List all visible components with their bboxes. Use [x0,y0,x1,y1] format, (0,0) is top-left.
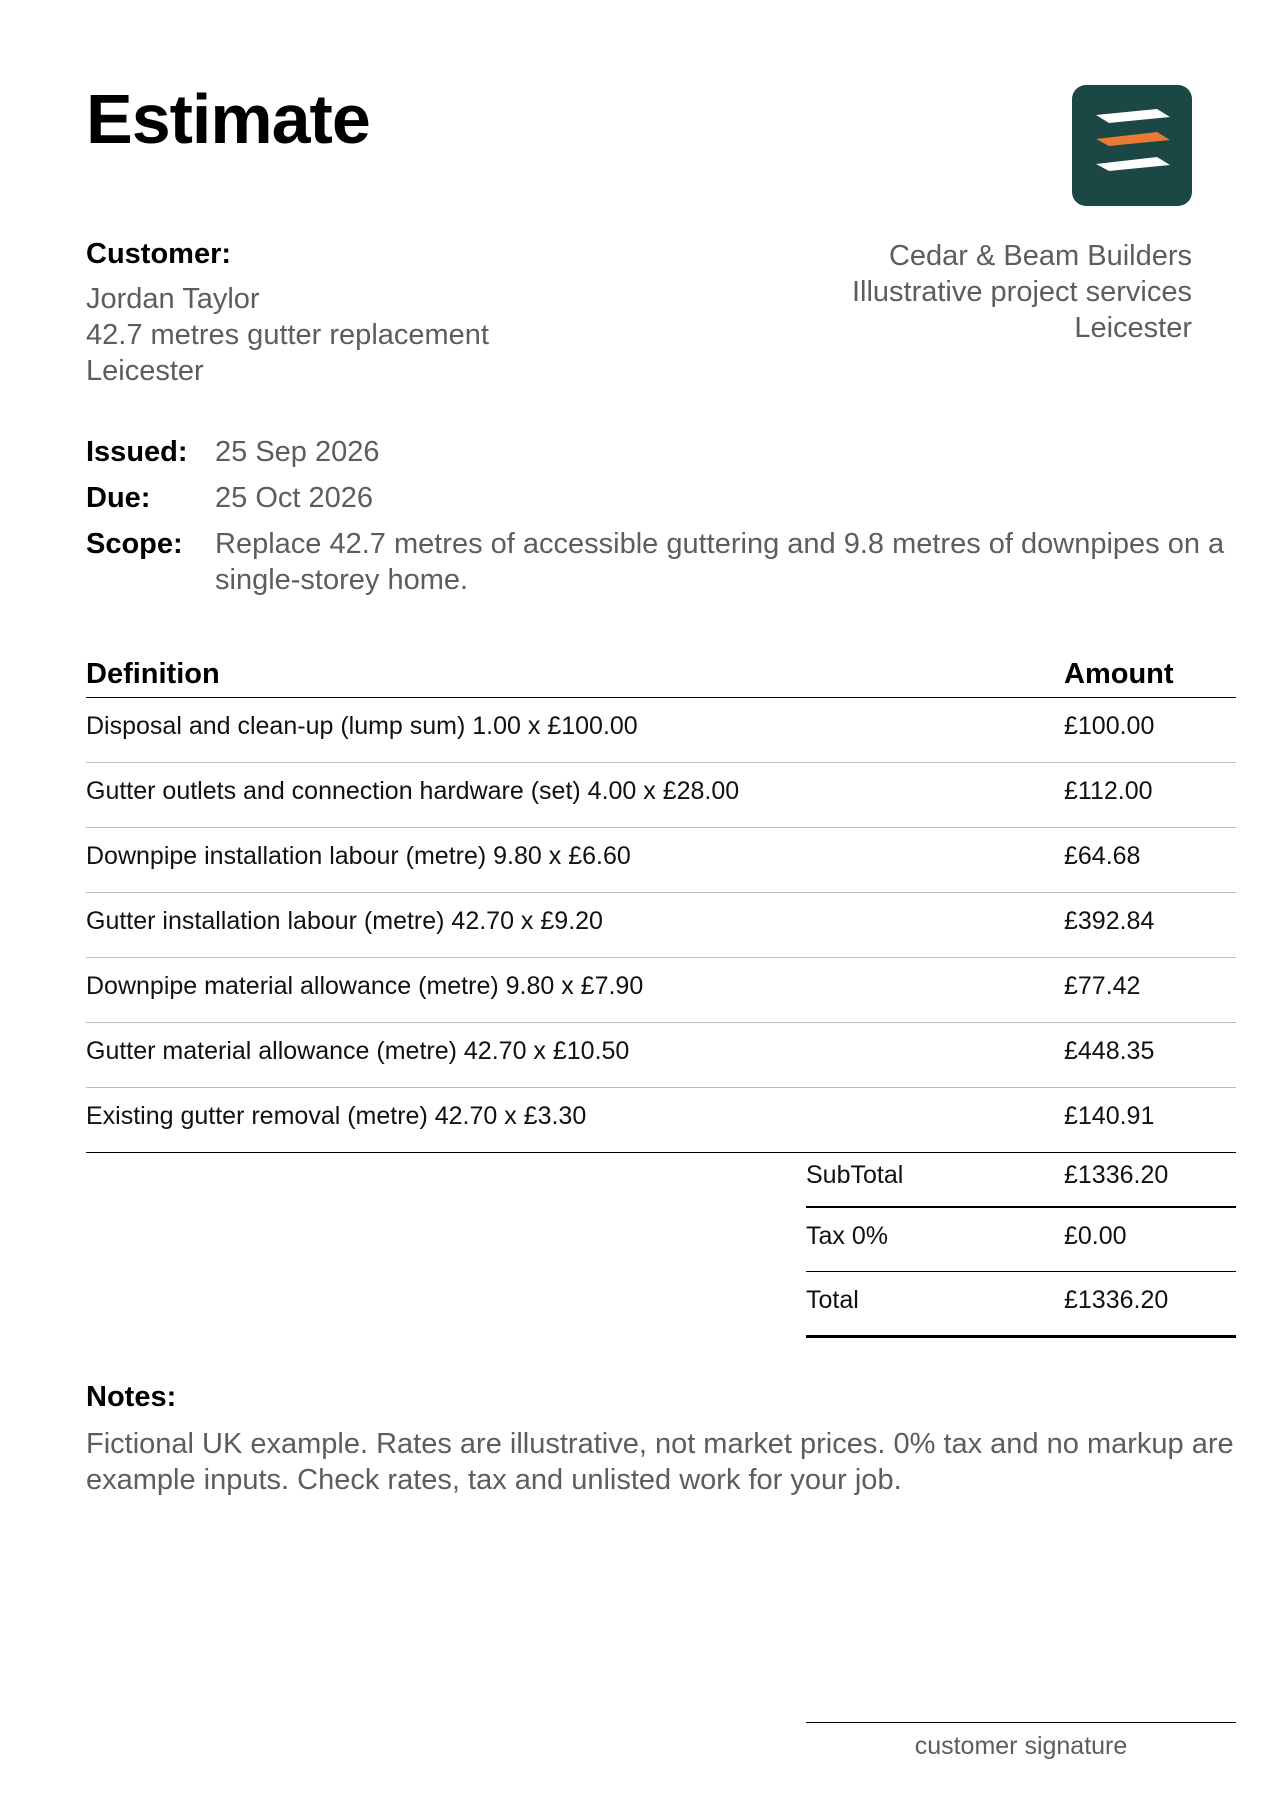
issued-row [86,434,1236,470]
line-item-definition: Gutter installation labour (metre) 42.70 x £9.20 [86,906,603,935]
issued-label: Issued: [86,436,188,468]
subtotal-label: SubTotal [806,1160,904,1189]
customer-city: Leicester [86,355,204,387]
due-date: 25 Oct 2026 [215,482,373,514]
line-item-amount: £112.00 [1064,776,1153,805]
line-items-table [86,655,1236,1153]
tax-value: £0.00 [1064,1222,1127,1250]
total-value: £1336.20 [1064,1286,1169,1314]
line-item-amount: £100.00 [1064,711,1155,740]
table-row [86,828,1236,893]
total-label: Total [806,1286,859,1314]
definition-header: Definition [86,658,220,690]
due-label: Due: [86,482,151,514]
estimate-meta [86,434,1236,608]
company-block [852,238,1192,346]
tax-row [806,1208,1236,1272]
scope-text: Replace 42.7 metres of accessible guttering and 9.8 metres of downpipes on a single-storey home. [215,528,1225,596]
table-row [86,698,1236,763]
company-city: Leicester [1074,312,1192,344]
signature-label: customer signature [914,1732,1128,1760]
line-item-amount: £140.91 [1064,1101,1155,1130]
notes-label: Notes: [86,1381,177,1413]
company-tagline: Illustrative project services [851,276,1192,308]
document-title: Estimate [86,80,370,158]
table-row [86,893,1236,958]
table-row [86,1023,1236,1088]
notes-text: Fictional UK example. Rates are illustrative, not market prices. 0% tax and no markup are example inputs. Check rates, tax and unlisted work for your job. [86,1428,1234,1496]
line-item-definition: Disposal and clean-up (lump sum) 1.00 x £100.00 [86,711,638,740]
customer-label: Customer: [86,238,232,270]
tax-label: Tax 0% [806,1222,888,1250]
line-item-amount: £77.42 [1064,971,1141,1000]
due-row [86,480,1236,516]
table-header [86,655,1236,698]
totals-block [806,1150,1236,1338]
line-item-definition: Existing gutter removal (metre) 42.70 x £3.30 [86,1101,587,1130]
line-item-definition: Downpipe material allowance (metre) 9.80 x £7.90 [86,971,644,1000]
total-row [806,1272,1236,1338]
scope-row [86,526,1236,598]
subtotal-row [806,1150,1236,1208]
table-row [86,1088,1236,1153]
company-logo-icon [1072,85,1192,206]
line-item-definition: Gutter outlets and connection hardware (set) 4.00 x £28.00 [86,776,740,805]
issued-date: 25 Sep 2026 [215,436,380,468]
line-item-amount: £392.84 [1064,906,1155,935]
signature-line [806,1722,1236,1723]
subtotal-value: £1336.20 [1064,1160,1169,1189]
customer-name: Jordan Taylor [86,283,260,315]
table-row [86,958,1236,1023]
customer-block [86,238,489,389]
line-item-definition: Gutter material allowance (metre) 42.70 x £10.50 [86,1036,630,1065]
line-item-amount: £448.35 [1064,1036,1155,1065]
company-name: Cedar & Beam Builders [888,240,1192,272]
notes-section [86,1381,1236,1498]
table-row [86,763,1236,828]
line-item-definition: Downpipe installation labour (metre) 9.80 x £6.60 [86,841,631,870]
scope-label: Scope: [86,528,183,560]
customer-project: 42.7 metres gutter replacement [86,319,489,351]
amount-header: Amount [1064,658,1174,690]
line-item-amount: £64.68 [1064,841,1141,870]
